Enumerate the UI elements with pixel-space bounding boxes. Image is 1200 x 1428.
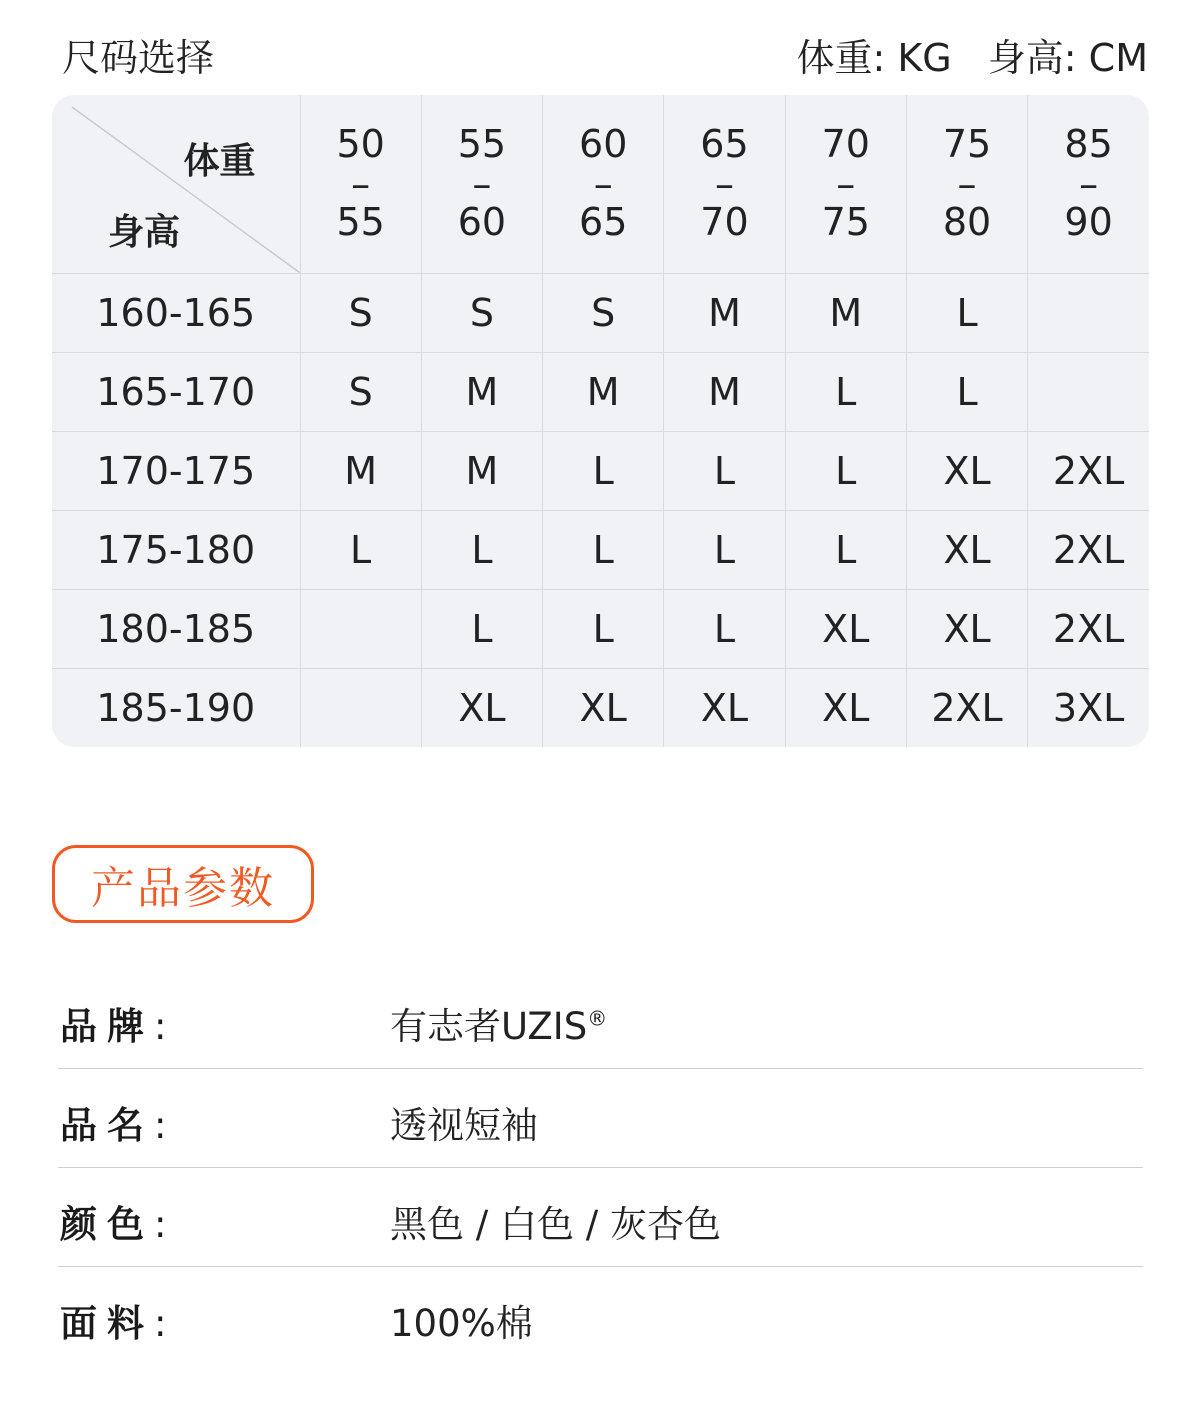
- weight-range-dash: –: [957, 161, 977, 206]
- param-key-text: 品牌: [60, 1005, 154, 1048]
- size-cell: [1028, 273, 1149, 352]
- size-cell: 3XL: [1028, 669, 1149, 747]
- weight-range-dash: –: [351, 161, 371, 206]
- size-cell: M: [421, 352, 542, 431]
- height-range-cell: 165-170: [52, 352, 300, 431]
- corner-weight-label: 体重: [183, 141, 256, 182]
- param-key-colon: :: [154, 1005, 167, 1048]
- product-params-list: [58, 970, 1143, 1365]
- size-cell: L: [664, 431, 785, 510]
- corner-height-label: 身高: [108, 211, 181, 253]
- param-key-text: 面料: [60, 1302, 154, 1345]
- size-header: [62, 26, 1148, 82]
- size-cell: L: [785, 510, 906, 589]
- size-cell: 2XL: [1028, 431, 1149, 510]
- size-cell: L: [543, 431, 664, 510]
- size-cell: [300, 590, 421, 669]
- size-cell: XL: [664, 669, 785, 747]
- param-key: [60, 1095, 166, 1149]
- height-range-cell: 185-190: [52, 669, 300, 747]
- size-cell: S: [300, 273, 421, 352]
- weight-range-to: 60: [457, 199, 507, 244]
- size-cell: M: [543, 352, 664, 431]
- weight-range-to: 55: [336, 199, 385, 244]
- param-key: [60, 1293, 166, 1347]
- size-cell: L: [421, 510, 542, 589]
- param-value-text: 透视短袖: [390, 1104, 538, 1147]
- weight-range-to: 80: [942, 199, 992, 244]
- weight-range-dash: –: [714, 161, 734, 206]
- weight-range-dash: –: [836, 161, 856, 206]
- height-range-cell: 160-165: [52, 273, 300, 352]
- size-cell: L: [664, 510, 785, 589]
- size-table: [52, 95, 1149, 747]
- param-key: [60, 1194, 166, 1248]
- weight-range-header: [1028, 95, 1149, 273]
- size-cell: M: [664, 273, 785, 352]
- size-cell: XL: [906, 510, 1027, 589]
- corner-cell: [52, 95, 300, 273]
- size-cell: L: [421, 590, 542, 669]
- param-row: [58, 1267, 1143, 1365]
- param-value-text: 黑色 / 白色 / 灰杏色: [390, 1203, 721, 1246]
- size-table-row: [52, 510, 1149, 589]
- weight-range-to: 65: [579, 199, 628, 244]
- param-row: [58, 1168, 1143, 1267]
- weight-range-from: 55: [457, 121, 507, 166]
- weight-range-to: 90: [1064, 199, 1113, 244]
- size-cell: L: [785, 352, 906, 431]
- registered-mark: ®: [587, 1006, 608, 1031]
- size-cell: M: [421, 431, 542, 510]
- size-cell: 2XL: [906, 669, 1027, 747]
- size-chart: [52, 95, 1149, 747]
- weight-range-header: [300, 95, 421, 273]
- weight-range-from: 70: [821, 121, 870, 166]
- weight-range-to: 75: [821, 199, 870, 244]
- param-key-text: 品名: [60, 1104, 154, 1147]
- weight-range-dash: –: [472, 161, 492, 206]
- size-cell: L: [906, 352, 1027, 431]
- param-value: [390, 996, 607, 1050]
- units-label: [796, 27, 1148, 82]
- weight-range-dash: –: [593, 161, 613, 206]
- weight-range-from: 75: [942, 121, 992, 166]
- param-value-text: 100%棉: [390, 1302, 533, 1345]
- product-params-button[interactable]: 产品参数: [52, 845, 314, 923]
- size-cell: XL: [421, 669, 542, 747]
- size-cell: L: [906, 273, 1027, 352]
- weight-range-header: [543, 95, 664, 273]
- size-cell: L: [543, 590, 664, 669]
- param-row: [58, 1069, 1143, 1168]
- size-table-row: [52, 669, 1149, 747]
- size-table-row: [52, 352, 1149, 431]
- size-cell: M: [664, 352, 785, 431]
- weight-range-header: [785, 95, 906, 273]
- size-cell: S: [300, 352, 421, 431]
- size-cell: XL: [543, 669, 664, 747]
- size-cell: L: [543, 510, 664, 589]
- param-key-colon: :: [154, 1104, 167, 1147]
- weight-range-from: 85: [1064, 121, 1113, 166]
- param-value: [390, 1194, 721, 1248]
- weight-range-from: 60: [579, 121, 628, 166]
- height-range-cell: 180-185: [52, 590, 300, 669]
- size-cell: [1028, 352, 1149, 431]
- height-range-cell: 175-180: [52, 510, 300, 589]
- size-cell: XL: [785, 669, 906, 747]
- param-value-text: 有志者UZIS: [390, 1005, 588, 1048]
- size-cell: 2XL: [1028, 510, 1149, 589]
- size-cell: 2XL: [1028, 590, 1149, 669]
- height-range-cell: 170-175: [52, 431, 300, 510]
- size-section-title: 尺码选择: [62, 35, 215, 80]
- size-cell: XL: [906, 590, 1027, 669]
- size-cell: L: [300, 510, 421, 589]
- size-cell: S: [543, 273, 664, 352]
- size-cell: S: [421, 273, 542, 352]
- size-cell: M: [300, 431, 421, 510]
- size-cell: L: [785, 431, 906, 510]
- param-value: [390, 1095, 538, 1149]
- weight-range-dash: –: [1079, 161, 1099, 206]
- weight-range-to: 70: [700, 199, 749, 244]
- weight-range-header: [421, 95, 542, 273]
- param-key-colon: :: [154, 1302, 167, 1345]
- size-cell: XL: [906, 431, 1027, 510]
- weight-range-header: [664, 95, 785, 273]
- param-key: [60, 996, 166, 1050]
- size-cell: [300, 669, 421, 747]
- weight-range-header: [906, 95, 1027, 273]
- height-unit-label: 身高: CM: [987, 35, 1148, 80]
- size-table-row: [52, 590, 1149, 669]
- size-cell: M: [785, 273, 906, 352]
- weight-range-from: 65: [700, 121, 749, 166]
- param-value: [390, 1293, 533, 1347]
- size-cell: L: [664, 590, 785, 669]
- weight-unit-label: 体重: KG: [796, 35, 952, 80]
- param-key-text: 颜色: [60, 1203, 154, 1246]
- param-row: [58, 970, 1143, 1069]
- param-key-colon: :: [154, 1203, 167, 1246]
- weight-range-from: 50: [336, 121, 385, 166]
- size-table-row: [52, 431, 1149, 510]
- size-table-row: [52, 273, 1149, 352]
- size-table-header-row: [52, 95, 1149, 273]
- size-cell: XL: [785, 590, 906, 669]
